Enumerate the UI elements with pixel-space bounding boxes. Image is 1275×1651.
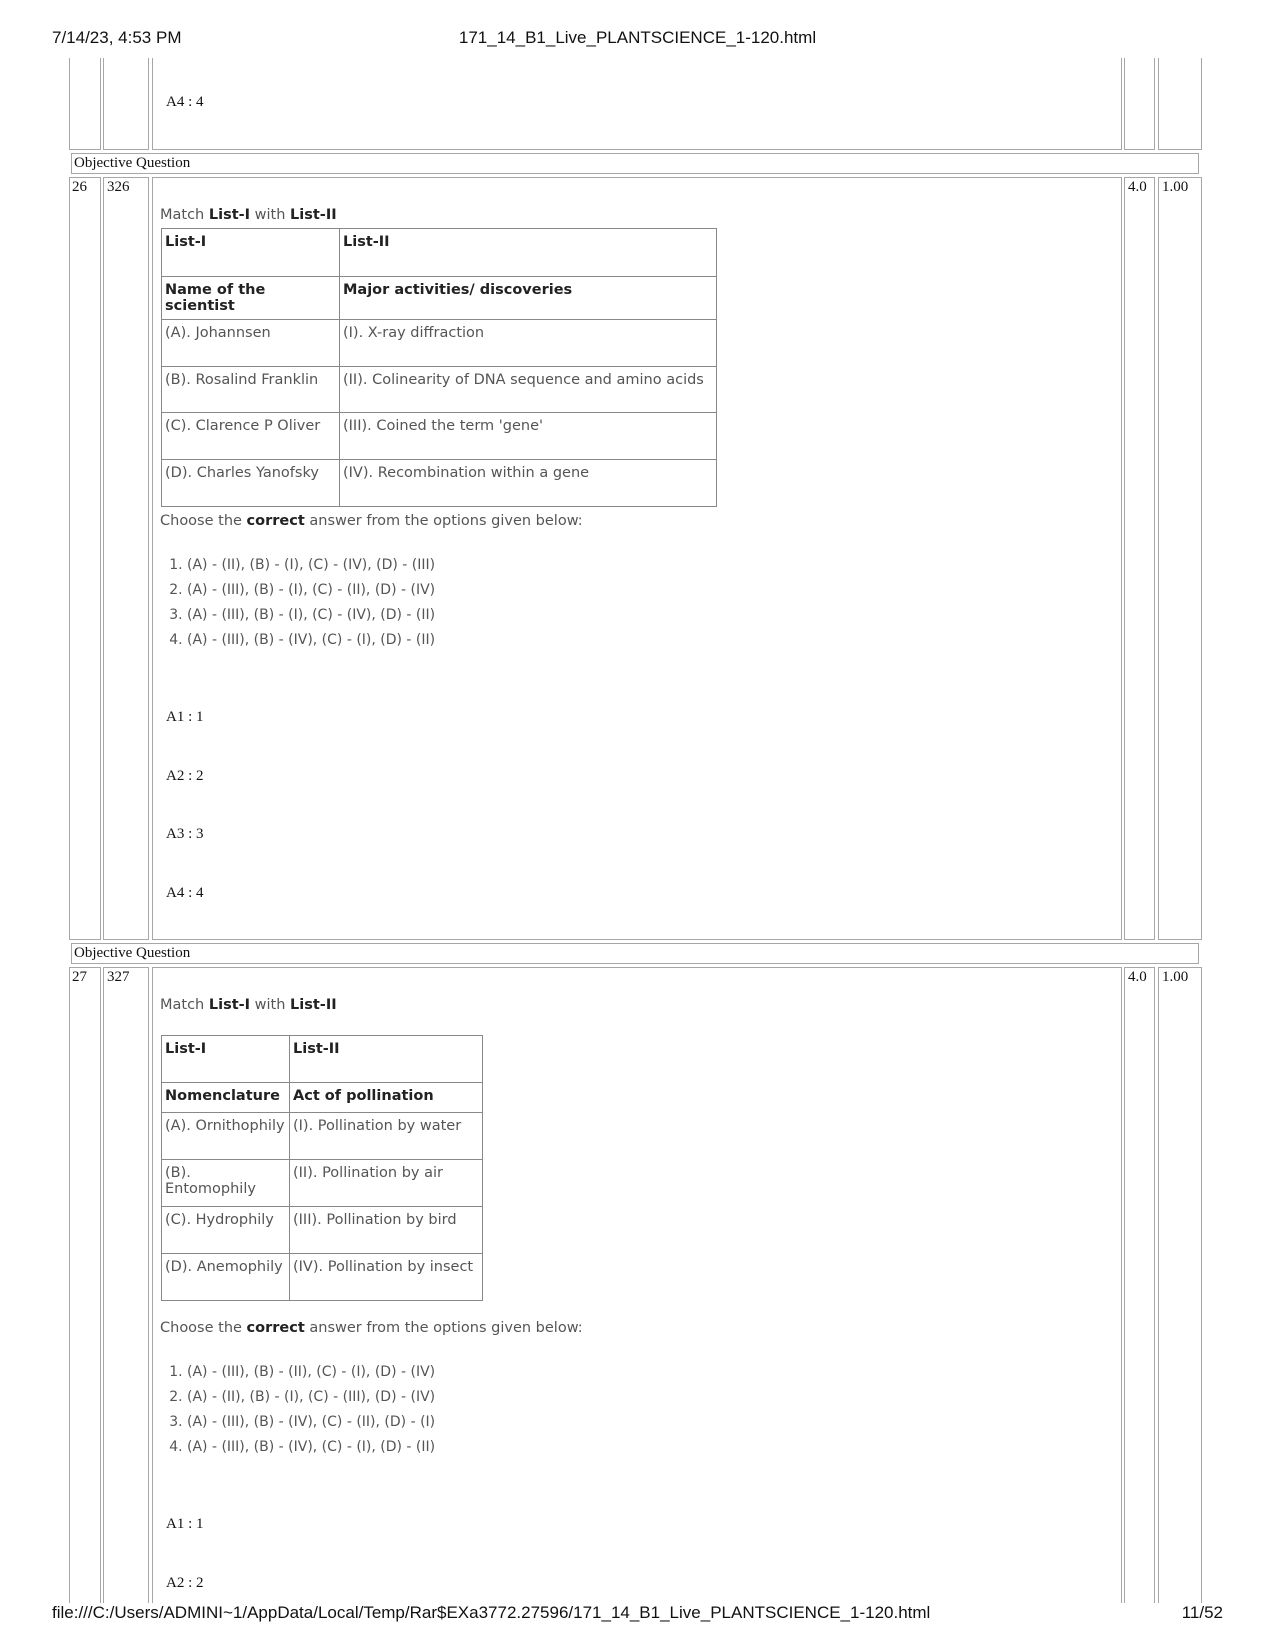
q26-options: [155, 553, 435, 653]
table-subheader-left: Name of the scientist: [162, 277, 340, 320]
print-datetime: 7/14/23, 4:53 PM: [52, 28, 182, 47]
q27-sno-cell: [69, 967, 101, 1603]
section-label: Objective Question: [71, 153, 1199, 174]
prev-qid-cell: [103, 58, 149, 150]
table-cell: (III). Pollination by bird: [290, 1207, 483, 1254]
table-cell: (C). Hydrophily: [162, 1207, 290, 1254]
section-label: Objective Question: [71, 943, 1199, 964]
table-header-list2: List-II: [290, 1036, 483, 1083]
q26-sno-cell: [69, 177, 101, 940]
option-item: 2. (A) - (III), (B) - (I), (C) - (II), (D) - (IV): [187, 578, 435, 603]
q26-prompt: Match List-I with List-II: [160, 207, 337, 223]
q27-prompt: Match List-I with List-II: [160, 997, 337, 1013]
table-cell: (B). Entomophily: [162, 1160, 290, 1207]
file-path: file:///C:/Users/ADMINI~1/AppData/Local/Temp/Rar$EXa3772.27596/171_14_B1_Live_PLANTSCIENCE_1-120.html: [52, 1603, 931, 1622]
q26-negative-marks: 1.00: [1162, 179, 1189, 195]
q26-marks-cell: [1124, 177, 1155, 940]
q27-neg-cell: [1158, 967, 1202, 1603]
print-title: 171_14_B1_Live_PLANTSCIENCE_1-120.html: [458, 28, 817, 47]
q26-neg-cell: [1158, 177, 1202, 940]
table-cell: (C). Clarence P Oliver: [162, 413, 340, 460]
q26-marks: 4.0: [1128, 179, 1147, 195]
q26-answer-3: A3 : 3: [166, 826, 204, 842]
q27-instruction: Choose the correct answer from the options given below:: [160, 1320, 583, 1336]
page-number: 11/52: [1181, 1603, 1223, 1622]
prev-sno-cell: [69, 58, 101, 150]
q27-options: [155, 1360, 435, 1460]
q26-answer-4: A4 : 4: [166, 885, 204, 901]
prev-marks-cell: [1124, 58, 1155, 150]
q27-answer-2: A2 : 2: [166, 1575, 204, 1591]
table-subheader-right: Major activities/ discoveries: [340, 277, 717, 320]
table-cell: (D). Anemophily: [162, 1254, 290, 1301]
print-header: [0, 28, 1275, 58]
q27-serial: 27: [72, 969, 87, 985]
prev-answer-4: A4 : 4: [166, 94, 204, 110]
q27-answer-1: A1 : 1: [166, 1516, 204, 1532]
option-item: 3. (A) - (III), (B) - (IV), (C) - (II), (D) - (I): [187, 1410, 435, 1435]
option-item: 4. (A) - (III), (B) - (IV), (C) - (I), (D) - (II): [187, 628, 435, 653]
table-cell: (II). Pollination by air: [290, 1160, 483, 1207]
q27-marks: 4.0: [1128, 969, 1147, 985]
table-cell: (IV). Pollination by insect: [290, 1254, 483, 1301]
option-item: 1. (A) - (II), (B) - (I), (C) - (IV), (D) - (III): [187, 553, 435, 578]
q27-qid-cell: [103, 967, 149, 1603]
table-header-list1: List-I: [162, 229, 340, 277]
table-subheader-right: Act of pollination: [290, 1083, 483, 1113]
table-cell: (I). X-ray diffraction: [340, 320, 717, 367]
table-cell: (D). Charles Yanofsky: [162, 460, 340, 507]
q26-serial: 26: [72, 179, 87, 195]
table-cell: (B). Rosalind Franklin: [162, 367, 340, 413]
table-header-list2: List-II: [340, 229, 717, 277]
q27-question-id: 327: [107, 969, 130, 985]
print-footer: [0, 1603, 1275, 1633]
q27-match-table: [161, 1035, 483, 1301]
table-header-list1: List-I: [162, 1036, 290, 1083]
table-subheader-left: Nomenclature: [162, 1083, 290, 1113]
q26-answer-2: A2 : 2: [166, 768, 204, 784]
option-item: 2. (A) - (II), (B) - (I), (C) - (III), (D) - (IV): [187, 1385, 435, 1410]
table-cell: (III). Coined the term 'gene': [340, 413, 717, 460]
q27-marks-cell: [1124, 967, 1155, 1603]
option-item: 4. (A) - (III), (B) - (IV), (C) - (I), (D) - (II): [187, 1435, 435, 1460]
table-cell: (A). Ornithophily: [162, 1113, 290, 1160]
q26-answer-1: A1 : 1: [166, 709, 204, 725]
table-cell: (IV). Recombination within a gene: [340, 460, 717, 507]
q26-question-id: 326: [107, 179, 130, 195]
q26-qid-cell: [103, 177, 149, 940]
option-item: 1. (A) - (III), (B) - (II), (C) - (I), (D) - (IV): [187, 1360, 435, 1385]
q26-match-table: [161, 228, 717, 507]
table-cell: (A). Johannsen: [162, 320, 340, 367]
prev-content-cell: [152, 58, 1122, 150]
prev-neg-cell: [1158, 58, 1202, 150]
table-cell: (I). Pollination by water: [290, 1113, 483, 1160]
option-item: 3. (A) - (III), (B) - (I), (C) - (IV), (D) - (II): [187, 603, 435, 628]
q27-negative-marks: 1.00: [1162, 969, 1189, 985]
q26-instruction: Choose the correct answer from the options given below:: [160, 513, 583, 529]
table-cell: (II). Colinearity of DNA sequence and amino acids: [340, 367, 717, 413]
